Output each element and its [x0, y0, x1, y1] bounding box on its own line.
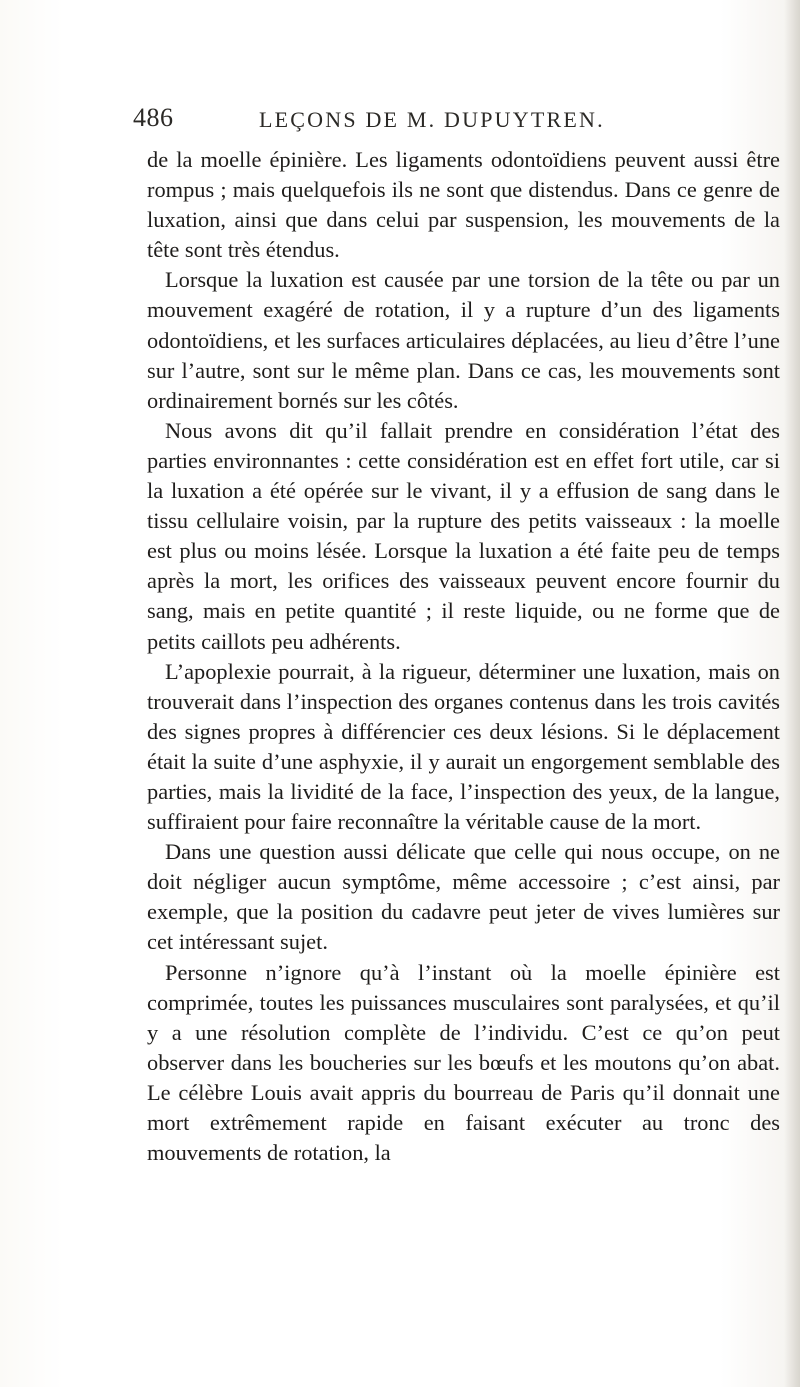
- running-head: LEÇONS DE M. DUPUYTREN.: [259, 107, 605, 132]
- paragraph: Nous avons dit qu’il fallait prendre en considération l’état des parties environnantes : cette considération est en effet fort utile, car si la luxation a été opérée sur le vivant, il y a effusion de sang dans le tissu cellulaire voisin, par la rupture des petits vaisseaux : la moelle est plus ou moins lésée. Lorsque la luxation a été faite peu de temps après la mort, les orifices des vaisseaux peuvent encore fournir du sang, mais en petite quantité ; il reste liquide, ou ne forme que de petits caillots peu adhérents.: [147, 417, 780, 654]
- paragraph: L’apoplexie pourrait, à la rigueur, déterminer une luxation, mais on trouverait dans l’inspection des organes contenus dans les trois cavités des signes propres à différencier ces deux lésions. Si le déplacement était la suite d’une asphyxie, il y aurait un engorgement semblable des parties, mais la lividité de la face, l’inspection des yeux, de la langue, suffiraient pour faire reconnaître la véritable cause de la mort.: [147, 658, 780, 835]
- paragraph: de la moelle épinière. Les ligaments odontoïdiens peuvent aussi être rompus ; mais quelquefois ils ne sont que distendus. Dans ce genre de luxation, ainsi que dans celui par suspension, les mouvements de la tête sont très étendus.: [147, 147, 780, 263]
- body-text: [147, 145, 780, 1168]
- paragraph: Dans une question aussi délicate que celle qui nous occupe, on ne doit négliger aucun symptôme, même accessoire ; c’est ainsi, par exemple, que la position du cadavre peut jeter de vives lumières sur cet intéressant sujet.: [147, 839, 780, 955]
- page-edge-shadow: [784, 0, 800, 1387]
- paragraph: Lorsque la luxation est causée par une torsion de la tête ou par un mouvement exagéré de rotation, il y a rupture d’un des ligaments odontoïdiens, et les surfaces articulaires déplacées, au lieu d’être l’une sur l’autre, sont sur le même plan. Dans ce cas, les mouvements sont ordinairement bornés sur les côtés.: [147, 267, 780, 413]
- page-number: 486: [133, 103, 174, 132]
- paragraph: Personne n’ignore qu’à l’instant où la moelle épinière est comprimée, toutes les puissances musculaires sont paralysées, et qu’il y a une résolution complète de l’individu. C’est ce qu’on peut observer dans les boucheries sur les bœufs et les moutons qu’on abat. Le célèbre Louis avait appris du bourreau de Paris qu’il donnait une mort extrêmement rapide en faisant exécuter au tronc des mouvements de rotation, la: [147, 959, 780, 1166]
